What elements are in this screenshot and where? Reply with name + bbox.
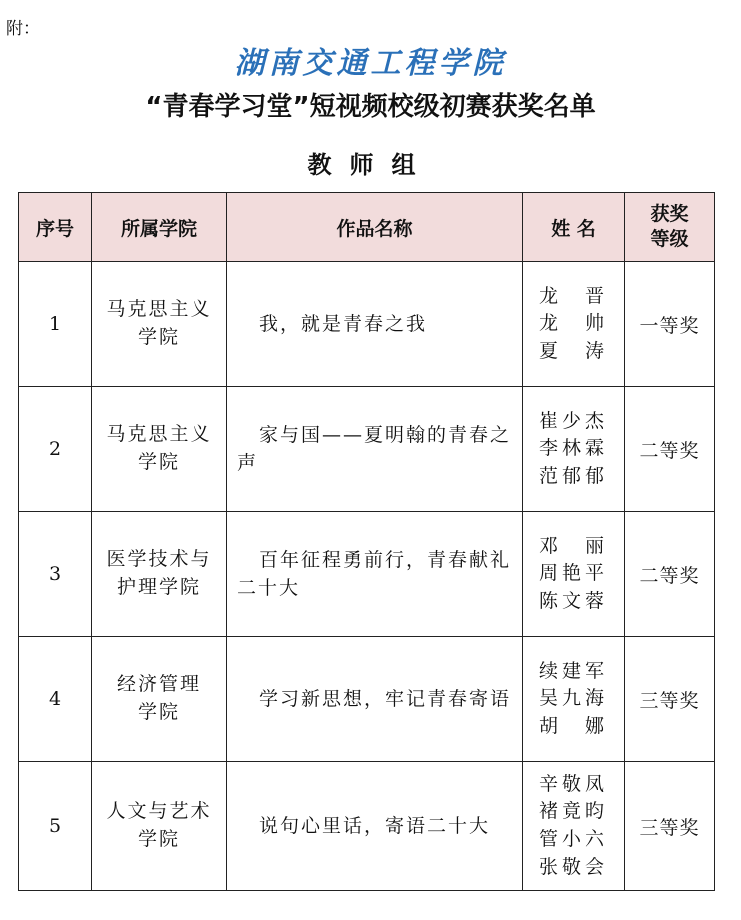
college-line: 经济管理 bbox=[116, 673, 201, 696]
cell-college bbox=[92, 512, 227, 637]
table-row bbox=[19, 637, 715, 762]
person-name: 周艳平 bbox=[538, 562, 608, 585]
person-name: 龙 晋 bbox=[538, 284, 608, 307]
header-work: 作品名称 bbox=[227, 193, 523, 262]
person-name: 夏 涛 bbox=[538, 339, 608, 362]
table-row bbox=[19, 262, 715, 387]
attachment-label: 附： bbox=[6, 19, 40, 39]
work-title: 说句心里话，寄语二十大 bbox=[259, 814, 491, 837]
table-header-row bbox=[19, 193, 715, 262]
cell-no: 5 bbox=[19, 762, 92, 891]
person-name: 张敬会 bbox=[538, 855, 608, 878]
cell-work bbox=[227, 637, 523, 762]
work-title: 学习新思想，牢记青春寄语 bbox=[259, 687, 512, 710]
header-no: 序号 bbox=[19, 193, 92, 262]
person-name: 胡 娜 bbox=[538, 714, 608, 737]
cell-award: 二等奖 bbox=[625, 387, 715, 512]
work-title: 我，就是青春之我 bbox=[259, 312, 428, 335]
cell-work bbox=[227, 762, 523, 891]
person-name: 续建军 bbox=[538, 659, 608, 682]
cell-names bbox=[523, 637, 625, 762]
cell-names bbox=[523, 512, 625, 637]
person-name: 范郁郁 bbox=[538, 464, 608, 487]
header-award bbox=[625, 193, 715, 262]
person-name: 邓 丽 bbox=[538, 534, 608, 557]
cell-no: 2 bbox=[19, 387, 92, 512]
college-line: 护理学院 bbox=[116, 576, 201, 598]
cell-work bbox=[227, 387, 523, 512]
college-line: 学院 bbox=[137, 701, 180, 723]
work-title: 百年征程勇前行，青春献礼二十大 bbox=[237, 548, 512, 599]
cell-award: 三等奖 bbox=[625, 637, 715, 762]
college-line: 学院 bbox=[137, 326, 180, 348]
cell-award: 三等奖 bbox=[625, 762, 715, 891]
college-line: 马克思主义 bbox=[106, 298, 212, 321]
table-row bbox=[19, 387, 715, 512]
college-line: 学院 bbox=[137, 451, 180, 473]
cell-work bbox=[227, 262, 523, 387]
college-line: 学院 bbox=[137, 828, 180, 850]
cell-no: 3 bbox=[19, 512, 92, 637]
cell-names bbox=[523, 762, 625, 891]
table-row bbox=[19, 512, 715, 637]
cell-names bbox=[523, 262, 625, 387]
cell-college bbox=[92, 262, 227, 387]
cell-work bbox=[227, 512, 523, 637]
table-row bbox=[19, 762, 715, 891]
college-line: 医学技术与 bbox=[106, 548, 212, 571]
cell-names bbox=[523, 387, 625, 512]
cell-college bbox=[92, 762, 227, 891]
cell-award: 一等奖 bbox=[625, 262, 715, 387]
header-name: 姓 名 bbox=[523, 193, 625, 262]
header-award-line1: 获奖 bbox=[650, 203, 689, 226]
college-line: 马克思主义 bbox=[106, 423, 212, 446]
person-name: 崔少杰 bbox=[538, 409, 608, 432]
person-name: 龙 帅 bbox=[538, 312, 608, 335]
person-name: 辛敬凤 bbox=[538, 772, 608, 795]
header-college: 所属学院 bbox=[92, 193, 227, 262]
cell-award: 二等奖 bbox=[625, 512, 715, 637]
award-table bbox=[18, 192, 715, 891]
header-award-line2: 等级 bbox=[650, 228, 689, 250]
person-name: 管小六 bbox=[538, 828, 608, 850]
person-name: 褚竟昀 bbox=[538, 800, 608, 823]
cell-no: 4 bbox=[19, 637, 92, 762]
person-name: 吴九海 bbox=[538, 687, 608, 710]
cell-no: 1 bbox=[19, 262, 92, 387]
group-heading: 教师组 bbox=[307, 150, 434, 179]
school-name-logo: 湖南交通工程学院 bbox=[234, 46, 507, 81]
work-title: 家与国——夏明翰的青春之声 bbox=[237, 423, 512, 474]
person-name: 李林霖 bbox=[538, 437, 608, 460]
document-title: “青春学习堂”短视频校级初赛获奖名单 bbox=[145, 92, 596, 122]
cell-college bbox=[92, 387, 227, 512]
college-line: 人文与艺术 bbox=[106, 800, 212, 823]
cell-college bbox=[92, 637, 227, 762]
person-name: 陈文蓉 bbox=[538, 589, 608, 612]
